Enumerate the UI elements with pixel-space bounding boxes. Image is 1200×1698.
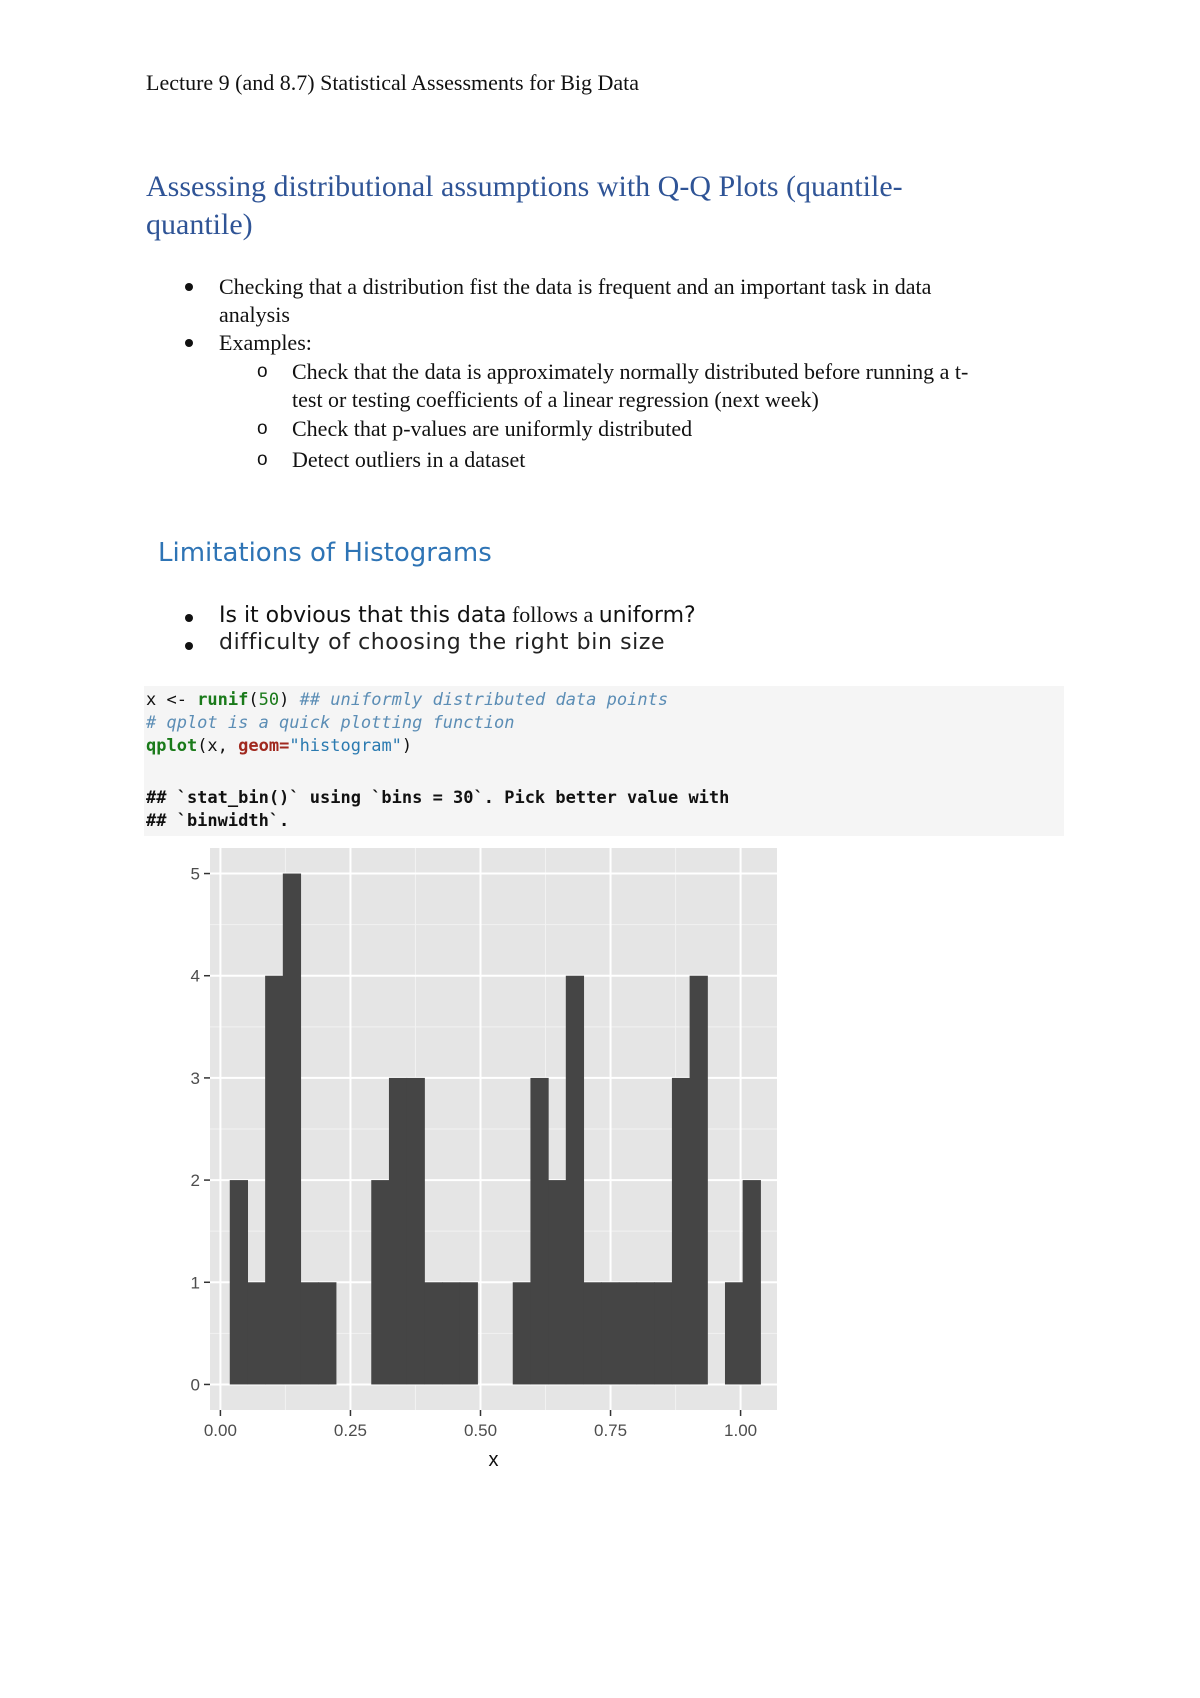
x-tick-label: 0.50 (463, 1421, 498, 1440)
histogram-bar (566, 976, 584, 1385)
histogram-bar (460, 1282, 478, 1384)
histogram-bar (583, 1282, 601, 1384)
histogram-bar (283, 874, 301, 1385)
sub-list-item: Detect outliers in a dataset (292, 447, 526, 472)
list-item-continuation: analysis (219, 302, 290, 327)
code-token: geom= (238, 736, 290, 756)
y-axis (191, 865, 210, 1395)
bullet-text-part: follows a (511, 602, 594, 627)
code-comment: ## uniformly distributed data points (299, 690, 669, 710)
code-token: ) (401, 736, 413, 756)
histogram-bar (513, 1282, 531, 1384)
bullet-text-part: Is it obvious that this data (219, 603, 507, 628)
code-token: runif (197, 690, 249, 710)
histogram-bar (548, 1180, 566, 1384)
y-tick-label: 2 (190, 1171, 200, 1191)
y-tick-label: 4 (190, 966, 200, 986)
code-token: qplot (146, 736, 198, 756)
code-token: 50 (258, 690, 280, 710)
y-tick-label: 3 (190, 1068, 200, 1088)
histogram-bar (690, 976, 708, 1385)
sub-bullet-marker: o (257, 361, 268, 382)
code-output-line: ## `binwidth`. (146, 811, 290, 831)
x-tick-label: 0.00 (203, 1421, 237, 1440)
code-token: ) (279, 690, 300, 710)
histogram-bar (389, 1078, 407, 1385)
list-item: Examples: (219, 330, 312, 355)
y-tick-label: 5 (190, 864, 200, 884)
code-token: x <- (146, 690, 198, 710)
sub-bullet-marker: o (257, 449, 268, 470)
section-heading-histograms: Limitations of Histograms (158, 538, 492, 568)
histogram-bar (654, 1282, 672, 1384)
heading-line-1: Assessing distributional assumptions with Q-Q Plots (quantile- (146, 170, 903, 203)
x-axis (204, 1410, 757, 1440)
histogram-bar (318, 1282, 336, 1384)
x-tick-label: 0.25 (333, 1421, 367, 1440)
sub-list-item: Check that the data is approximately normally distributed before running a t- (292, 359, 969, 384)
code-token: "histogram" (289, 736, 402, 756)
histogram-bar (530, 1078, 548, 1385)
histogram-bar (619, 1282, 637, 1384)
histogram-bar (743, 1180, 761, 1384)
histogram-bar (424, 1282, 442, 1384)
heading-line-2: quantile) (146, 208, 253, 241)
sub-list-item: Check that p-values are uniformly distributed (292, 416, 693, 441)
histogram-bar (407, 1078, 425, 1385)
x-tick-label: 1.00 (724, 1421, 758, 1440)
list-item: Checking that a distribution fist the data is frequent and an important task in data (219, 274, 932, 299)
histogram-bar (442, 1282, 460, 1384)
page-header: Lecture 9 (and 8.7) Statistical Assessments for Big Data (146, 70, 640, 95)
x-tick-label: 0.75 (593, 1421, 628, 1440)
x-axis-label: x (488, 1449, 499, 1471)
code-comment: # qplot is a quick plotting function (146, 713, 515, 733)
bullet-text-part: uniform? (598, 603, 696, 628)
histogram-bar (265, 976, 283, 1385)
histogram-bar (637, 1282, 655, 1384)
histogram-bar (601, 1282, 619, 1384)
histogram-bar (301, 1282, 319, 1384)
sub-bullet-marker: o (257, 418, 268, 439)
histogram-bar (247, 1282, 265, 1384)
list-item: difficulty of choosing the right bin size (219, 630, 666, 655)
code-token: ( (248, 690, 259, 710)
histogram-bar (725, 1282, 743, 1384)
histogram-bar (371, 1180, 389, 1384)
y-tick-label: 0 (190, 1375, 200, 1395)
code-output-line: ## `stat_bin()` using `bins = 30`. Pick better value with (146, 788, 730, 808)
sub-list-item-continuation: test or testing coefficients of a linear regression (next week) (292, 387, 819, 412)
code-token: (x, (197, 736, 239, 756)
histogram-bar (672, 1078, 690, 1385)
histogram-bar (230, 1180, 248, 1384)
y-tick-label: 1 (190, 1273, 200, 1293)
